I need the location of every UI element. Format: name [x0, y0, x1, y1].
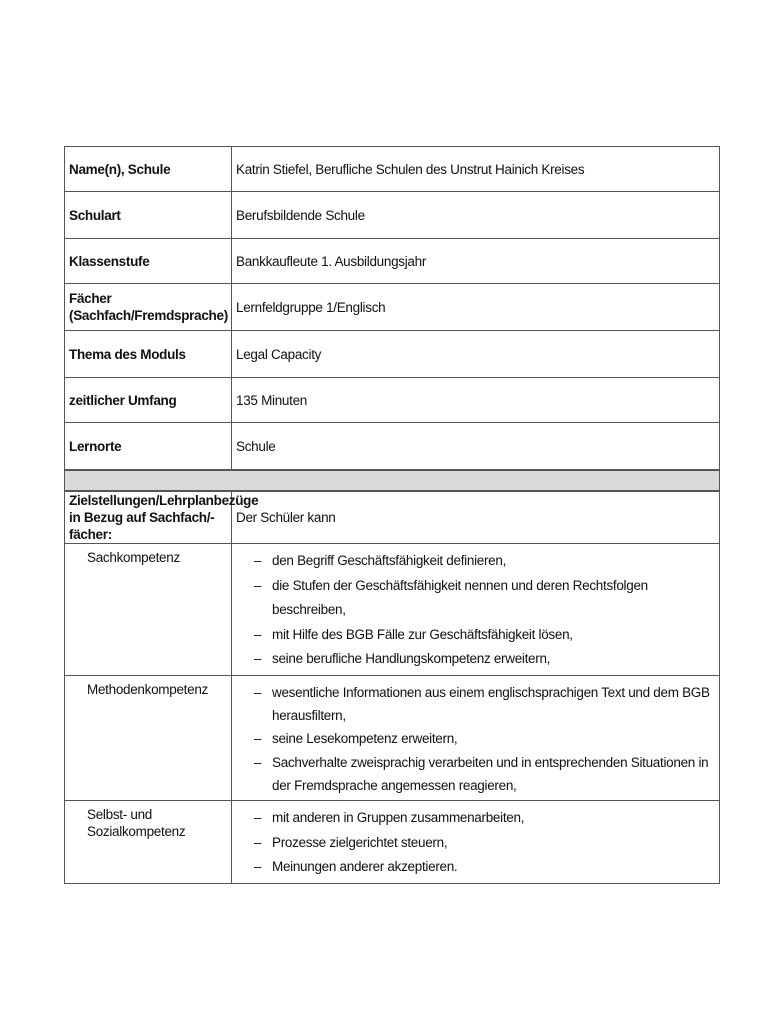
bullet-dash: – [254, 810, 262, 825]
list-item [236, 647, 715, 672]
goal-text: mit Hilfe des BGB Fälle zur Geschäftsfähigkeit lösen, [272, 626, 573, 642]
competence-name: Selbst- und Sozialkompetenz [87, 807, 186, 839]
competence-label-cell [65, 675, 232, 801]
row-label-faecher-line1: Fächer [69, 291, 112, 306]
bullet-dash: – [254, 651, 262, 666]
competence-items-cell [232, 675, 720, 801]
goal-text: seine Lesekompetenz erweitern, [272, 730, 458, 746]
row-label-name-schule: Name(n), Schule [65, 147, 232, 192]
table-row [65, 192, 720, 239]
row-value-schulart: Berufsbildende Schule [232, 192, 720, 239]
row-label-klassenstufe: Klassenstufe [65, 239, 232, 284]
row-label-lernorte: Lernorte [65, 423, 232, 471]
row-label-thema: Thema des Moduls [65, 331, 232, 378]
goal-text: wesentliche Informationen aus einem englischsprachigen Text und dem BGB herausfiltern, [272, 684, 710, 723]
list-item [236, 727, 715, 752]
goals-label [65, 491, 259, 544]
goal-text: Sachverhalte zweisprachig verarbeiten und in entsprechenden Situationen in der Fremdsprache angemessen reagieren, [272, 755, 709, 793]
module-info-table [64, 146, 720, 884]
list-item [236, 681, 715, 727]
row-label-faecher-line2: (Sachfach/Fremdsprache) [69, 308, 228, 323]
bullet-dash: – [254, 577, 262, 593]
row-value-klassenstufe: Bankkaufleute 1. Ausbildungsjahr [232, 239, 720, 284]
competence-name: Sachkompetenz [87, 550, 180, 565]
list-item [236, 549, 715, 574]
list-item [236, 574, 715, 623]
bullet-dash: – [254, 626, 262, 642]
table-row [65, 378, 720, 423]
competence-row-methoden [65, 675, 720, 801]
table-row [65, 423, 720, 471]
goal-text: seine berufliche Handlungskompetenz erweitern, [272, 651, 551, 666]
competence-items-cell [232, 801, 720, 884]
competence-row-sach [65, 544, 720, 676]
row-value-name-schule: Katrin Stiefel, Berufliche Schulen des Unstrut Hainich Kreises [232, 147, 720, 192]
row-value-faecher: Lernfeldgruppe 1/Englisch [232, 284, 720, 331]
goal-text: Meinungen anderer akzeptieren. [272, 859, 458, 874]
separator-cell [65, 470, 720, 491]
competence-items-cell [232, 544, 720, 676]
competence-name: Methodenkompetenz [87, 681, 208, 697]
list-item [236, 831, 715, 856]
goal-text: Prozesse zielgerichtet steuern, [272, 834, 448, 850]
goal-text: mit anderen in Gruppen zusammenarbeiten, [272, 810, 525, 825]
row-label-faecher [65, 284, 232, 331]
goals-label-line1: Zielstellungen/Lehrplanbezüge [69, 493, 259, 508]
goal-text: den Begriff Geschäftsfähigkeit definieren, [272, 553, 507, 568]
table-row [65, 239, 720, 284]
table-row [65, 284, 720, 331]
bullet-dash: – [254, 834, 262, 850]
goal-list [236, 806, 715, 880]
competence-label-cell [65, 544, 232, 676]
goal-list [236, 549, 715, 672]
bullet-dash: – [254, 859, 262, 874]
bullet-dash: – [254, 755, 262, 770]
list-item [236, 623, 715, 648]
row-label-umfang: zeitlicher Umfang [65, 378, 232, 423]
list-item [236, 855, 715, 880]
bullet-dash: – [254, 684, 262, 700]
goals-label-line2: in Bezug auf Sachfach/-fächer: [69, 510, 215, 542]
separator-row [65, 470, 720, 491]
competence-label-cell [65, 801, 232, 884]
row-label-schulart: Schulart [65, 192, 232, 239]
list-item [236, 751, 715, 797]
goals-intro: Der Schüler kann [232, 491, 720, 544]
row-value-umfang: 135 Minuten [232, 378, 720, 423]
bullet-dash: – [254, 730, 262, 746]
goals-header-row [65, 491, 720, 544]
list-item [236, 806, 715, 831]
row-value-thema: Legal Capacity [232, 331, 720, 378]
bullet-dash: – [254, 553, 262, 568]
table-row [65, 331, 720, 378]
goal-list [236, 681, 715, 798]
row-value-lernorte: Schule [232, 423, 720, 471]
goal-text: die Stufen der Geschäftsfähigkeit nennen und deren Rechtsfolgen beschreiben, [272, 577, 648, 617]
table-row [65, 147, 720, 192]
competence-row-selbst-sozial [65, 801, 720, 884]
